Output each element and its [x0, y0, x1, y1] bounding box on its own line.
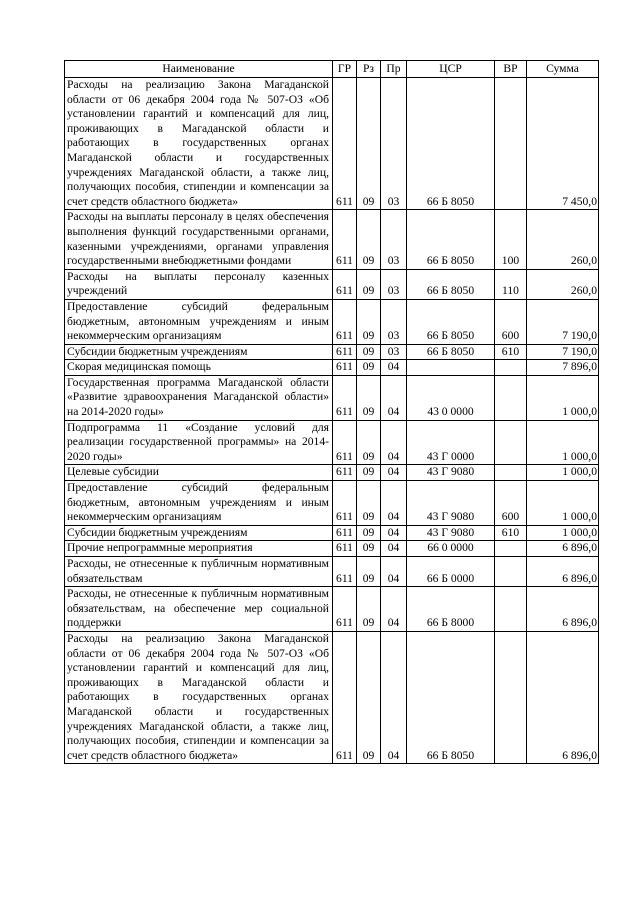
cell-gr: 611: [333, 541, 357, 557]
cell-vr: [495, 587, 527, 632]
table-row: [65, 465, 599, 481]
table-row: [65, 587, 599, 632]
cell-name: Подпрограмма 11 «Создание условий для реализации государственной программы» на 2014-2020 годы»: [65, 420, 333, 465]
cell-rz: 09: [357, 587, 381, 632]
cell-pr: 04: [381, 631, 407, 763]
cell-pr: 04: [381, 465, 407, 481]
cell-vr: 100: [495, 210, 527, 269]
cell-pr: 04: [381, 525, 407, 541]
cell-vr: [495, 465, 527, 481]
table-row: [65, 210, 599, 269]
cell-rz: 09: [357, 375, 381, 420]
table-body: [65, 78, 599, 764]
cell-pr: 03: [381, 299, 407, 344]
cell-sum: 1 000,0: [527, 375, 599, 420]
cell-sum: 1 000,0: [527, 481, 599, 526]
cell-pr: 04: [381, 481, 407, 526]
budget-table: [64, 60, 599, 764]
cell-csr: 66 Б 8050: [407, 78, 495, 210]
table-row: [65, 299, 599, 344]
cell-csr: 66 Б 8050: [407, 299, 495, 344]
cell-gr: 611: [333, 481, 357, 526]
cell-gr: 611: [333, 269, 357, 299]
cell-csr: 43 0 0000: [407, 375, 495, 420]
cell-sum: 260,0: [527, 269, 599, 299]
table-row: [65, 631, 599, 763]
cell-csr: 66 Б 8050: [407, 269, 495, 299]
cell-name: Расходы на реализацию Закона Магаданской области от 06 декабря 2004 года № 507-ОЗ «Об установлении гарантий и компенсаций для лиц, проживающих в Магаданской области и работающих в государственных органах Магаданской области и государственных учреждениях Магаданской области, а также лиц, получающих пособия, стипендии и компенсации за счет средств областного бюджета»: [65, 78, 333, 210]
cell-name: Целевые субсидии: [65, 465, 333, 481]
cell-gr: 611: [333, 587, 357, 632]
cell-vr: [495, 541, 527, 557]
cell-vr: [495, 557, 527, 587]
header-row: [65, 61, 599, 78]
cell-csr: 66 Б 0000: [407, 557, 495, 587]
cell-name: Субсидии бюджетным учреждениям: [65, 525, 333, 541]
cell-csr: 66 Б 8050: [407, 631, 495, 763]
cell-sum: 1 000,0: [527, 465, 599, 481]
cell-vr: 610: [495, 344, 527, 360]
table-row: [65, 525, 599, 541]
cell-gr: 611: [333, 344, 357, 360]
cell-gr: 611: [333, 557, 357, 587]
cell-gr: 611: [333, 210, 357, 269]
header-vr: ВР: [495, 61, 527, 78]
cell-rz: 09: [357, 465, 381, 481]
cell-csr: 66 0 0000: [407, 541, 495, 557]
cell-rz: 09: [357, 210, 381, 269]
cell-rz: 09: [357, 299, 381, 344]
cell-rz: 09: [357, 541, 381, 557]
cell-gr: 611: [333, 78, 357, 210]
cell-name: Расходы на выплаты персоналу казенных учреждений: [65, 269, 333, 299]
cell-vr: [495, 78, 527, 210]
cell-rz: 09: [357, 269, 381, 299]
table-row: [65, 557, 599, 587]
table-row: [65, 269, 599, 299]
table-row: [65, 541, 599, 557]
cell-csr: [407, 360, 495, 376]
cell-pr: 04: [381, 360, 407, 376]
cell-name: Расходы на реализацию Закона Магаданской области от 06 декабря 2004 года № 507-ОЗ «Об установлении гарантий и компенсаций для лиц, проживающих в Магаданской области и работающих в государственных органах Магаданской области и государственных учреждениях Магаданской области, а также лиц, получающих пособия, стипендии и компенсации за счет средств областного бюджета»: [65, 631, 333, 763]
cell-vr: 610: [495, 525, 527, 541]
table-row: [65, 78, 599, 210]
cell-vr: 600: [495, 299, 527, 344]
cell-sum: 260,0: [527, 210, 599, 269]
cell-gr: 611: [333, 631, 357, 763]
cell-pr: 04: [381, 587, 407, 632]
cell-rz: 09: [357, 420, 381, 465]
cell-rz: 09: [357, 631, 381, 763]
cell-pr: 04: [381, 541, 407, 557]
header-gr: ГР: [333, 61, 357, 78]
cell-vr: [495, 375, 527, 420]
cell-sum: 7 190,0: [527, 344, 599, 360]
cell-csr: 43 Г 0000: [407, 420, 495, 465]
cell-rz: 09: [357, 360, 381, 376]
cell-sum: 7 450,0: [527, 78, 599, 210]
cell-name: Расходы, не отнесенные к публичным нормативным обязательствам: [65, 557, 333, 587]
cell-sum: 6 896,0: [527, 631, 599, 763]
cell-name: Субсидии бюджетным учреждениям: [65, 344, 333, 360]
cell-csr: 66 Б 8000: [407, 587, 495, 632]
cell-sum: 6 896,0: [527, 557, 599, 587]
cell-pr: 03: [381, 78, 407, 210]
cell-csr: 43 Г 9080: [407, 465, 495, 481]
header-sum: Сумма: [527, 61, 599, 78]
cell-gr: 611: [333, 525, 357, 541]
cell-pr: 03: [381, 269, 407, 299]
cell-vr: [495, 360, 527, 376]
cell-pr: 04: [381, 420, 407, 465]
cell-vr: [495, 420, 527, 465]
cell-pr: 03: [381, 344, 407, 360]
table-row: [65, 360, 599, 376]
cell-gr: 611: [333, 465, 357, 481]
cell-sum: 1 000,0: [527, 420, 599, 465]
cell-vr: 600: [495, 481, 527, 526]
cell-pr: 03: [381, 210, 407, 269]
cell-gr: 611: [333, 375, 357, 420]
cell-name: Скорая медицинская помощь: [65, 360, 333, 376]
table-row: [65, 344, 599, 360]
cell-vr: 110: [495, 269, 527, 299]
cell-csr: 43 Г 9080: [407, 525, 495, 541]
cell-name: Государственная программа Магаданской области «Развитие здравоохранения Магаданской области» на 2014-2020 годы»: [65, 375, 333, 420]
cell-name: Предоставление субсидий федеральным бюджетным, автономным учреждениям и иным некоммерческим организациям: [65, 299, 333, 344]
table-row: [65, 420, 599, 465]
cell-name: Предоставление субсидий федеральным бюджетным, автономным учреждениям и иным некоммерческим организациям: [65, 481, 333, 526]
cell-gr: 611: [333, 360, 357, 376]
cell-rz: 09: [357, 481, 381, 526]
cell-name: Прочие непрограммные мероприятия: [65, 541, 333, 557]
cell-rz: 09: [357, 78, 381, 210]
cell-sum: 6 896,0: [527, 587, 599, 632]
cell-rz: 09: [357, 557, 381, 587]
cell-sum: 7 896,0: [527, 360, 599, 376]
cell-csr: 66 Б 8050: [407, 210, 495, 269]
cell-rz: 09: [357, 344, 381, 360]
cell-sum: 7 190,0: [527, 299, 599, 344]
cell-rz: 09: [357, 525, 381, 541]
cell-gr: 611: [333, 420, 357, 465]
cell-gr: 611: [333, 299, 357, 344]
cell-sum: 1 000,0: [527, 525, 599, 541]
table-row: [65, 375, 599, 420]
cell-csr: 66 Б 8050: [407, 344, 495, 360]
header-rz: Рз: [357, 61, 381, 78]
header-name: Наименование: [65, 61, 333, 78]
cell-vr: [495, 631, 527, 763]
cell-csr: 43 Г 9080: [407, 481, 495, 526]
header-pr: Пр: [381, 61, 407, 78]
table-row: [65, 481, 599, 526]
header-csr: ЦСР: [407, 61, 495, 78]
cell-pr: 04: [381, 557, 407, 587]
cell-pr: 04: [381, 375, 407, 420]
cell-sum: 6 896,0: [527, 541, 599, 557]
cell-name: Расходы на выплаты персоналу в целях обеспечения выполнения функций государственными органами, казенными учреждениями, органами управления государственными внебюджетными фондами: [65, 210, 333, 269]
cell-name: Расходы, не отнесенные к публичным нормативным обязательствам, на обеспечение мер социальной поддержки: [65, 587, 333, 632]
